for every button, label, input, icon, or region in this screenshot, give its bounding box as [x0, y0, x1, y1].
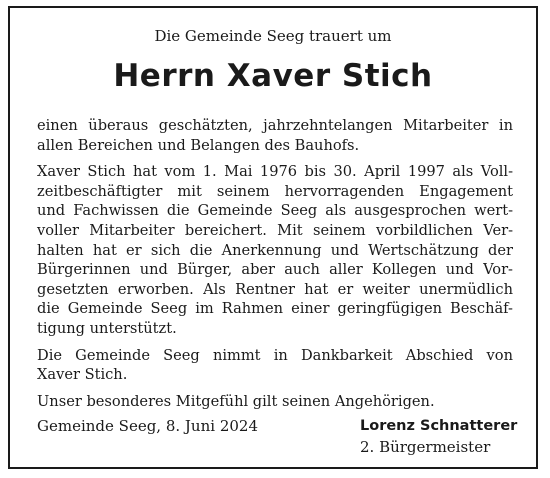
body-line: allen Bereichen und Belangen des Bauhofs.	[37, 136, 360, 154]
body-line: einen überaus geschätzten, jahrzehntelangen Mitarbeiter in	[37, 117, 513, 134]
signer-title: 2. Bürgermeister	[360, 438, 491, 456]
paragraph-condolence	[37, 392, 513, 412]
notice-body	[37, 116, 513, 418]
deceased-name: Herrn Xaver Stich	[113, 58, 433, 94]
body-line: zeitbeschäftigter mit seinem hervorragenden Engagement	[37, 182, 513, 200]
body-line: gesetzten erworben. Als Rentner hat er weiter unermüdlich	[37, 280, 513, 298]
signer-name: Lorenz Schnatterer	[360, 418, 518, 434]
signature-block	[360, 416, 517, 457]
paragraph-farewell	[37, 346, 513, 385]
obituary-notice	[8, 6, 538, 469]
body-line: halten hat er sich die Anerkennung und Wertschätzung der	[37, 241, 513, 259]
paragraph-career	[37, 162, 513, 338]
body-line: voller Mitarbeiter bereichert. Mit seinem vorbildlichen Ver-	[37, 221, 513, 239]
body-line: Xaver Stich hat vom 1. Mai 1976 bis 30. April 1997 als Voll-	[37, 163, 513, 181]
body-line: Die Gemeinde Seeg nimmt in Dankbarkeit Abschied von	[37, 346, 513, 364]
body-line: die Gemeinde Seeg im Rahmen einer geringfügigen Beschäf-	[37, 300, 513, 318]
body-line: tigung unterstützt.	[37, 319, 177, 337]
place-date: Gemeinde Seeg, 8. Juni 2024	[37, 417, 258, 435]
body-line: Xaver Stich.	[37, 366, 128, 384]
body-line: und Fachwissen die Gemeinde Seeg als ausgesprochen wert-	[37, 202, 513, 220]
intro-line: Die Gemeinde Seeg trauert um	[154, 27, 392, 45]
body-line: Unser besonderes Mitgefühl gilt seinen Angehörigen.	[37, 392, 435, 410]
paragraph-tribute	[37, 116, 513, 155]
body-line: Bürgerinnen und Bürger, aber auch aller Kollegen und Vor-	[37, 261, 513, 279]
